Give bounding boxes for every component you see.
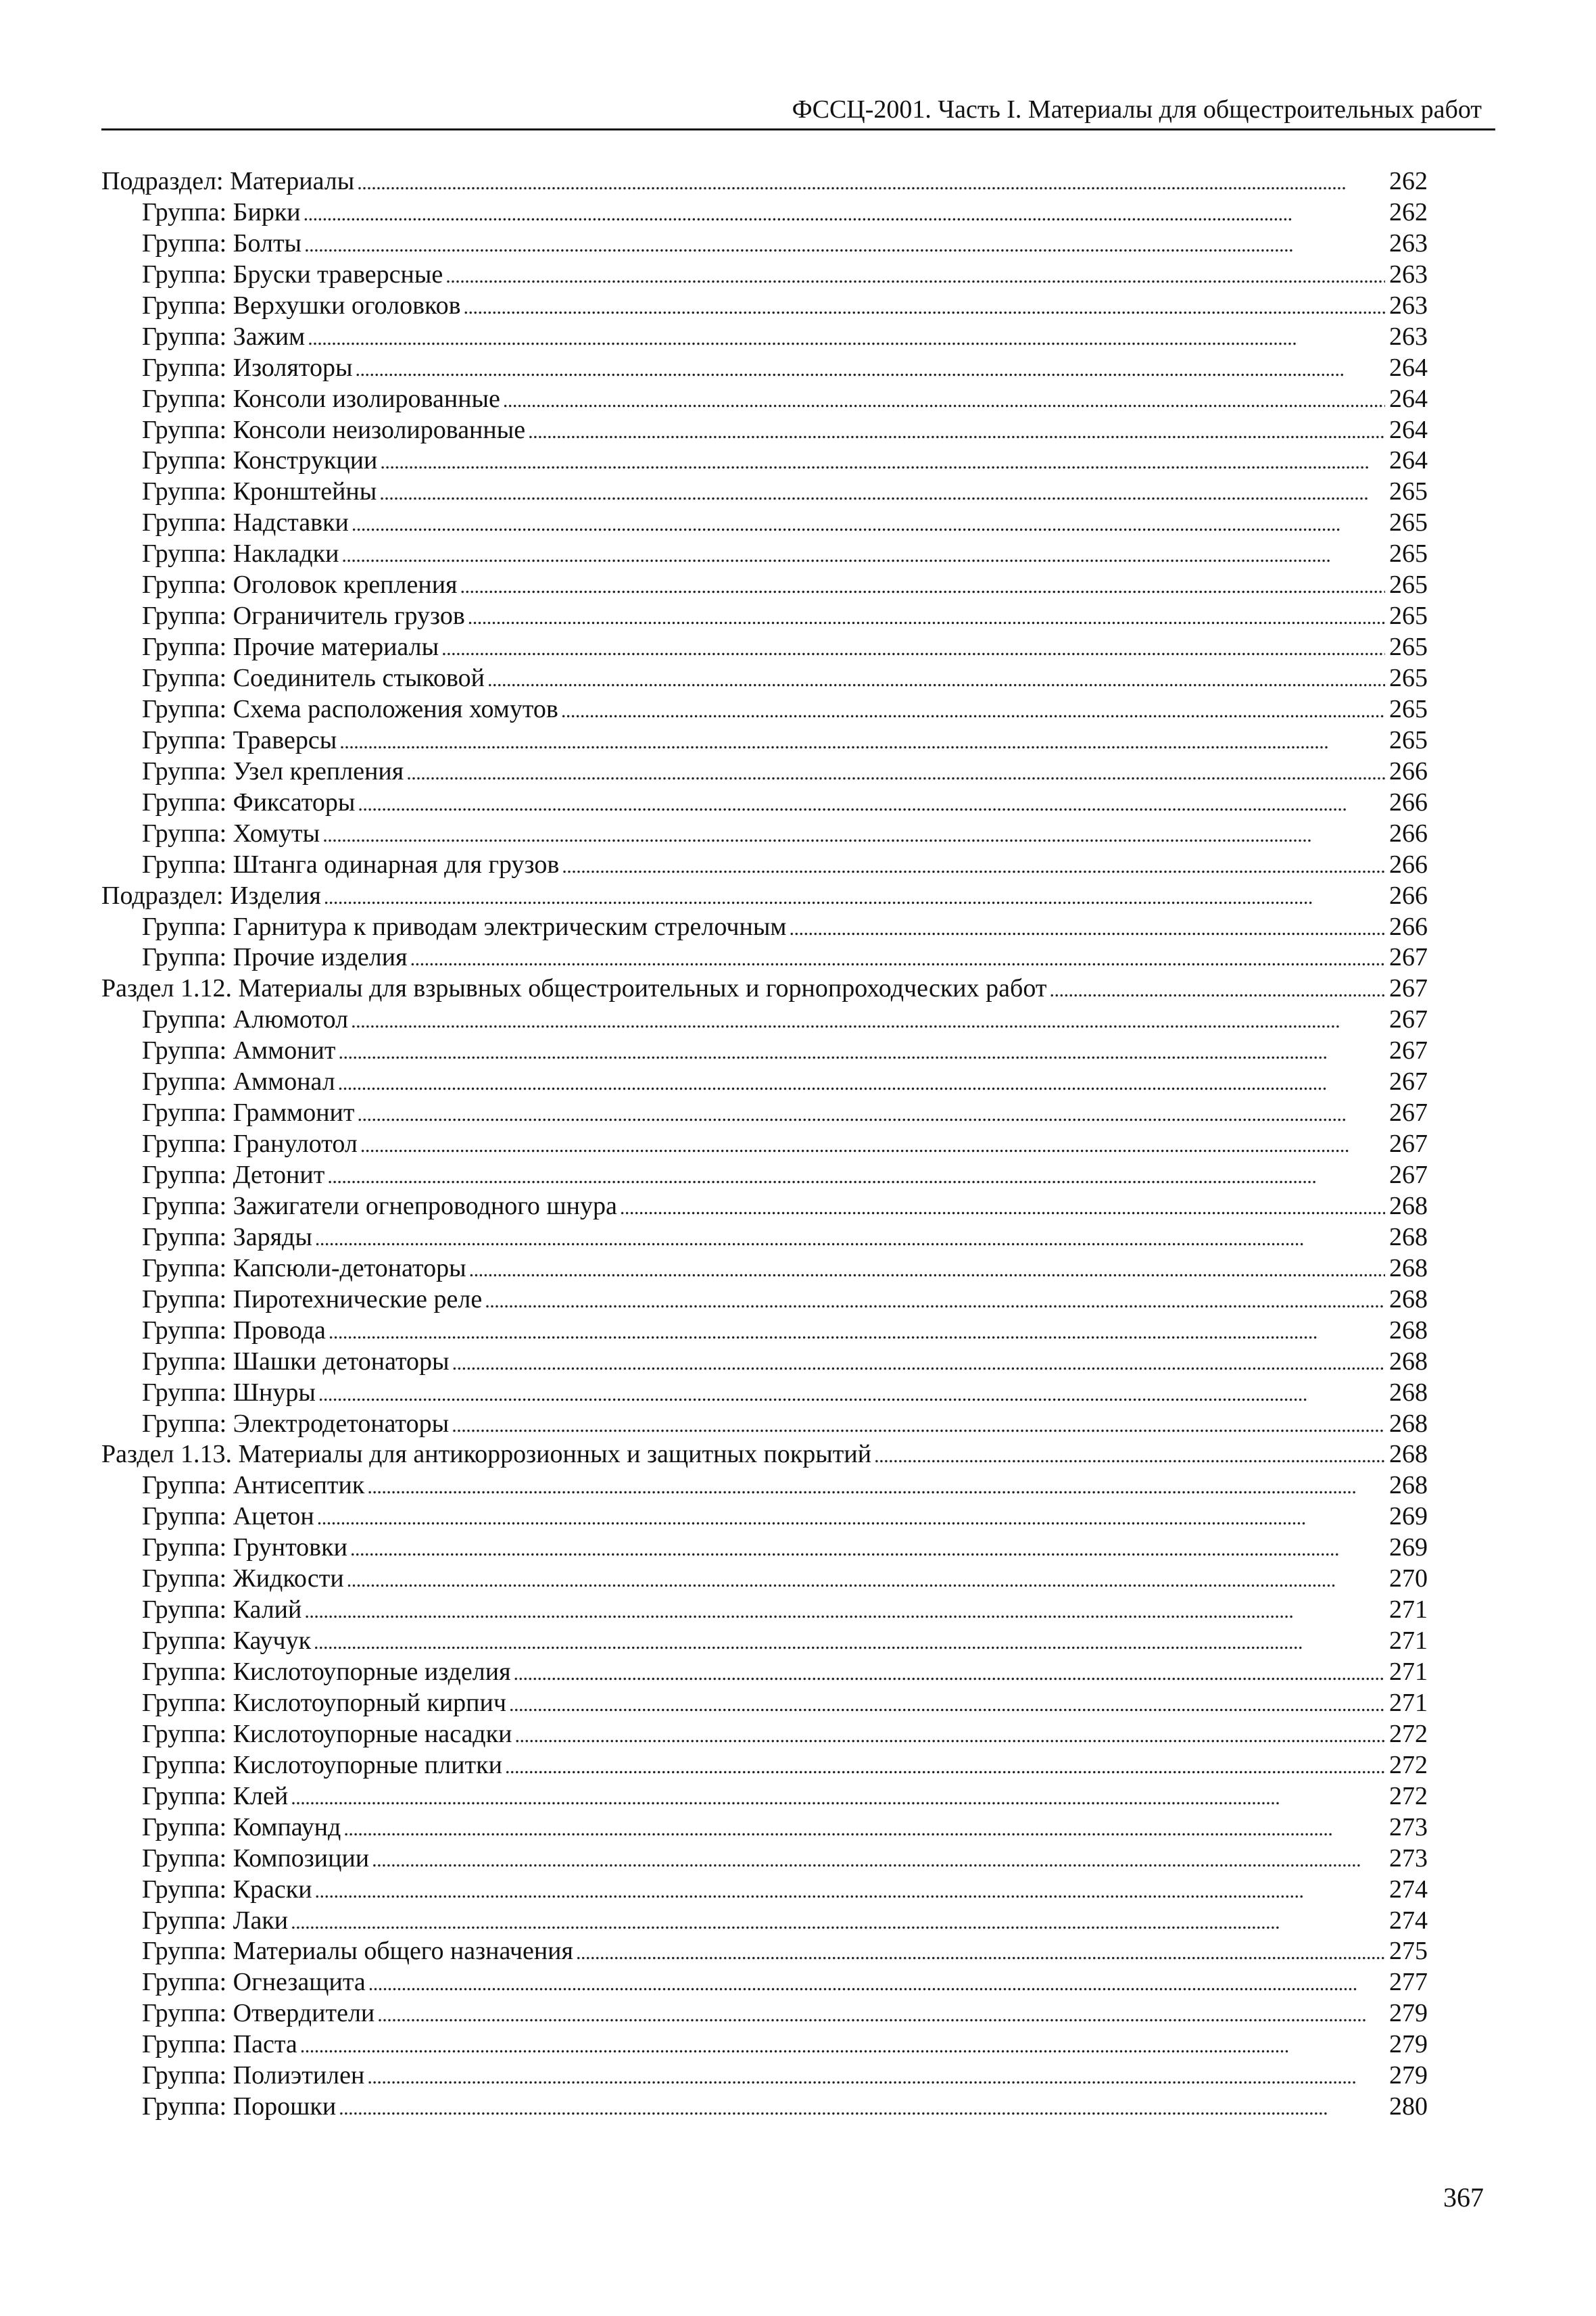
dot-leader (464, 292, 1385, 323)
toc-group-row (101, 1688, 1428, 1719)
dot-leader (357, 1099, 1385, 1130)
toc-group-row (101, 1036, 1428, 1067)
toc-entry-page: 266 (1389, 912, 1428, 941)
toc-entry-label: Группа: Провода (142, 1316, 326, 1345)
toc-entry-label: Группа: Электродетонаторы (142, 1409, 450, 1438)
toc-entry-label: Группа: Полиэтилен (142, 2061, 365, 2090)
toc-entry-page: 263 (1389, 291, 1428, 320)
dot-leader (487, 665, 1385, 696)
toc-entry-label: Группа: Кислотоупорные плитки (142, 1750, 502, 1779)
dot-leader (327, 1161, 1385, 1192)
dot-leader (367, 2062, 1385, 2093)
toc-entry-page: 269 (1389, 1533, 1428, 1562)
toc-entry-page: 263 (1389, 228, 1428, 258)
toc-entry-label: Группа: Лаки (142, 1906, 289, 1935)
toc-entry-page: 264 (1389, 353, 1428, 382)
dot-leader (322, 820, 1385, 851)
toc-entry-label: Группа: Грунтовки (142, 1533, 347, 1562)
dot-leader (452, 1410, 1385, 1441)
toc-group-row (101, 1781, 1428, 1812)
dot-leader (576, 1937, 1385, 1969)
toc-entry-label: Группа: Зажигатели огнепроводного шнура (142, 1191, 617, 1220)
dot-leader (304, 199, 1385, 230)
toc-entry-page: 266 (1389, 819, 1428, 848)
dot-leader (304, 230, 1385, 261)
toc-entry-label: Группа: Прочие материалы (142, 633, 439, 662)
dot-leader (329, 1317, 1385, 1348)
toc-group-row (101, 570, 1428, 601)
toc-entry-page: 267 (1389, 974, 1428, 1003)
toc-entry-label: Группа: Порошки (142, 2092, 337, 2121)
toc-entry-page: 266 (1389, 756, 1428, 786)
toc-entry-page: 262 (1389, 167, 1428, 195)
header-title: ФССЦ-2001. Часть I. Материалы для общестроительных работ (792, 95, 1482, 124)
toc-group-row (101, 1409, 1428, 1440)
toc-entry-page: 279 (1389, 2030, 1428, 2059)
toc-entry-page: 266 (1389, 850, 1428, 879)
dot-leader (300, 2031, 1385, 2062)
toc-entry-page: 267 (1389, 1099, 1428, 1128)
dot-leader (339, 2093, 1385, 2124)
toc-section-row (101, 166, 1428, 197)
dot-leader (343, 1814, 1385, 1845)
toc-entry-label: Группа: Конструкции (142, 446, 378, 475)
toc-entry-label: Группа: Траверсы (142, 725, 337, 754)
dot-leader (341, 540, 1385, 571)
toc-entry-page: 265 (1389, 539, 1428, 569)
toc-entry-page: 267 (1389, 1161, 1428, 1189)
dot-leader (441, 633, 1385, 665)
dot-leader (314, 1627, 1385, 1658)
toc-entry-page: 268 (1389, 1316, 1428, 1345)
toc-group-row (101, 2092, 1428, 2123)
toc-group-row (101, 1719, 1428, 1750)
toc-group-row (101, 601, 1428, 632)
toc-entry-page: 279 (1389, 2061, 1428, 2090)
dot-leader (406, 758, 1385, 789)
toc-entry-page: 267 (1389, 1005, 1428, 1034)
toc-entry-label: Группа: Консоли неизолированные (142, 415, 526, 444)
toc-group-row (101, 322, 1428, 353)
toc-group-row (101, 1843, 1428, 1875)
toc-entry-label: Группа: Антисептик (142, 1471, 365, 1500)
toc-entry-label: Группа: Материалы общего назначения (142, 1937, 573, 1966)
toc-group-row (101, 1564, 1428, 1595)
toc-entry-label: Группа: Детонит (142, 1161, 325, 1189)
dot-leader (514, 1720, 1385, 1752)
dot-leader (505, 1752, 1385, 1783)
toc-entry-page: 277 (1389, 1968, 1428, 1997)
toc-group-row (101, 1470, 1428, 1501)
dot-leader (452, 1348, 1385, 1379)
toc-group-row (101, 1098, 1428, 1129)
toc-entry-page: 271 (1389, 1688, 1428, 1717)
toc-group-row (101, 353, 1428, 384)
toc-entry-label: Группа: Верхушки оголовков (142, 291, 461, 320)
toc-group-row (101, 1936, 1428, 1967)
toc-group-row (101, 942, 1428, 973)
toc-entry-page: 268 (1389, 1284, 1428, 1313)
toc-group-row (101, 788, 1428, 819)
toc-group-row (101, 1005, 1428, 1036)
toc-entry-label: Группа: Оголовок крепления (142, 571, 458, 600)
toc-entry-label: Группа: Бруски траверсные (142, 260, 443, 289)
toc-entry-label: Раздел 1.13. Материалы для антикоррозионных и защитных покрытий (101, 1440, 872, 1469)
toc-entry-page: 271 (1389, 1626, 1428, 1656)
toc-entry-page: 264 (1389, 384, 1428, 413)
toc-section-row (101, 1439, 1428, 1470)
toc-entry-page: 266 (1389, 881, 1428, 910)
toc-entry-label: Группа: Прочие изделия (142, 943, 408, 972)
table-of-contents (101, 166, 1428, 2123)
toc-entry-page: 267 (1389, 1067, 1428, 1096)
dot-leader (291, 1783, 1385, 1814)
toc-group-row (101, 1875, 1428, 1906)
toc-entry-label: Группа: Жидкости (142, 1564, 344, 1593)
toc-group-row (101, 1316, 1428, 1347)
toc-entry-label: Группа: Компаунд (142, 1812, 341, 1841)
toc-entry-label: Группа: Штанга одинарная для грузов (142, 850, 560, 879)
toc-group-row (101, 663, 1428, 694)
toc-entry-page: 270 (1389, 1564, 1428, 1593)
toc-entry-label: Группа: Пиротехнические реле (142, 1284, 483, 1313)
dot-leader (338, 1037, 1385, 1068)
toc-group-row (101, 1998, 1428, 2029)
toc-entry-page: 272 (1389, 1781, 1428, 1810)
toc-entry-label: Группа: Краски (142, 1875, 312, 1904)
toc-entry-page: 268 (1389, 1409, 1428, 1438)
toc-group-row (101, 1533, 1428, 1564)
toc-group-row (101, 756, 1428, 788)
dot-leader (620, 1192, 1385, 1224)
toc-group-row (101, 1378, 1428, 1409)
dot-leader (379, 478, 1385, 509)
toc-entry-page: 267 (1389, 1130, 1428, 1159)
running-header (101, 93, 1495, 130)
toc-entry-label: Группа: Хомуты (142, 819, 320, 848)
toc-entry-label: Группа: Гарнитура к приводам электрическим стрелочным (142, 912, 787, 941)
toc-entry-label: Группа: Аммонал (142, 1067, 335, 1096)
toc-group-row (101, 694, 1428, 725)
toc-entry-page: 263 (1389, 322, 1428, 351)
dot-leader (304, 1596, 1385, 1627)
toc-entry-page: 274 (1389, 1875, 1428, 1904)
dot-leader (318, 1379, 1385, 1410)
dot-leader (324, 882, 1385, 913)
toc-entry-label: Группа: Фиксаторы (142, 788, 356, 817)
dot-leader (509, 1689, 1385, 1720)
toc-entry-label: Группа: Отвердители (142, 1999, 375, 2028)
toc-entry-page: 280 (1389, 2092, 1428, 2121)
dot-leader (338, 1068, 1385, 1099)
toc-section-row (101, 973, 1428, 1005)
toc-entry-page: 265 (1389, 725, 1428, 754)
toc-entry-page: 268 (1389, 1253, 1428, 1282)
dot-leader (445, 261, 1385, 292)
toc-group-row (101, 1967, 1428, 1998)
dot-leader (360, 1130, 1385, 1161)
toc-group-row (101, 445, 1428, 477)
dot-leader (468, 602, 1385, 633)
toc-entry-label: Группа: Изоляторы (142, 353, 353, 382)
dot-leader (317, 1503, 1385, 1534)
toc-entry-label: Группа: Заряды (142, 1222, 312, 1251)
toc-entry-label: Подраздел: Материалы (101, 167, 355, 195)
toc-entry-label: Группа: Кронштейны (142, 477, 377, 506)
toc-section-row (101, 881, 1428, 912)
toc-entry-page: 264 (1389, 415, 1428, 444)
toc-group-row (101, 2060, 1428, 2092)
dot-leader (377, 2000, 1385, 2031)
toc-entry-label: Группа: Калий (142, 1595, 302, 1624)
dot-leader (469, 1255, 1385, 1286)
toc-group-row (101, 539, 1428, 570)
toc-entry-label: Группа: Капсюли-детонаторы (142, 1253, 466, 1282)
toc-entry-label: Группа: Клей (142, 1781, 289, 1810)
toc-entry-label: Группа: Кислотоупорный кирпич (142, 1688, 506, 1717)
toc-entry-page: 271 (1389, 1595, 1428, 1624)
toc-entry-page: 265 (1389, 571, 1428, 600)
toc-entry-label: Группа: Кислотоупорные изделия (142, 1658, 511, 1686)
toc-entry-page: 267 (1389, 1036, 1428, 1065)
toc-entry-page: 273 (1389, 1812, 1428, 1841)
dot-leader (514, 1658, 1385, 1689)
toc-entry-label: Группа: Композиции (142, 1843, 370, 1873)
toc-entry-label: Группа: Накладки (142, 539, 339, 569)
toc-entry-label: Группа: Узел крепления (142, 756, 404, 786)
toc-entry-page: 279 (1389, 1999, 1428, 2028)
toc-group-row (101, 1595, 1428, 1626)
toc-entry-page: 265 (1389, 602, 1428, 631)
toc-group-row (101, 1906, 1428, 1937)
toc-group-row (101, 819, 1428, 850)
dot-leader (503, 385, 1385, 416)
toc-entry-label: Группа: Консоли изолированные (142, 384, 500, 413)
toc-group-row (101, 1129, 1428, 1160)
toc-entry-label: Группа: Паста (142, 2030, 297, 2059)
toc-entry-label: Группа: Огнезащита (142, 1968, 366, 1997)
toc-entry-label: Группа: Шашки детонаторы (142, 1347, 450, 1376)
toc-entry-label: Группа: Алюмотол (142, 1005, 349, 1034)
toc-entry-page: 271 (1389, 1658, 1428, 1686)
dot-leader (351, 1006, 1385, 1037)
dot-leader (315, 1876, 1385, 1907)
toc-entry-page: 268 (1389, 1471, 1428, 1500)
toc-entry-page: 268 (1389, 1347, 1428, 1376)
toc-entry-page: 265 (1389, 694, 1428, 723)
toc-group-row (101, 1657, 1428, 1688)
toc-entry-page: 266 (1389, 788, 1428, 817)
toc-group-row (101, 1222, 1428, 1253)
dot-leader (372, 1845, 1385, 1876)
toc-group-row (101, 477, 1428, 508)
toc-entry-label: Группа: Граммонит (142, 1099, 355, 1128)
toc-entry-label: Группа: Ацетон (142, 1502, 314, 1531)
toc-entry-label: Подраздел: Изделия (101, 881, 321, 910)
dot-leader (291, 1907, 1385, 1938)
toc-entry-page: 272 (1389, 1719, 1428, 1748)
toc-entry-label: Группа: Гранулотол (142, 1130, 358, 1159)
toc-entry-label: Группа: Схема расположения хомутов (142, 694, 558, 723)
toc-entry-label: Группа: Бирки (142, 197, 301, 226)
toc-group-row (101, 384, 1428, 415)
dot-leader (350, 1534, 1385, 1565)
toc-entry-page: 262 (1389, 197, 1428, 226)
toc-entry-page: 268 (1389, 1191, 1428, 1220)
toc-entry-page: 268 (1389, 1378, 1428, 1407)
toc-group-row (101, 632, 1428, 663)
toc-group-row (101, 1160, 1428, 1191)
toc-entry-page: 265 (1389, 664, 1428, 692)
toc-entry-label: Группа: Болты (142, 228, 302, 258)
dot-leader (528, 416, 1385, 448)
toc-entry-label: Группа: Соединитель стыковой (142, 664, 485, 692)
toc-entry-page: 265 (1389, 633, 1428, 662)
toc-entry-page: 265 (1389, 508, 1428, 537)
toc-group-row (101, 1253, 1428, 1284)
dot-leader (874, 1441, 1385, 1472)
toc-entry-page: 274 (1389, 1906, 1428, 1935)
toc-entry-label: Группа: Шнуры (142, 1378, 316, 1407)
toc-entry-page: 269 (1389, 1502, 1428, 1531)
toc-group-row (101, 415, 1428, 446)
dot-leader (485, 1286, 1385, 1317)
toc-entry-label: Группа: Зажим (142, 322, 306, 351)
dot-leader (380, 447, 1385, 478)
toc-entry-label: Группа: Аммонит (142, 1036, 336, 1065)
toc-entry-page: 267 (1389, 943, 1428, 972)
toc-entry-label: Группа: Кислотоупорные насадки (142, 1719, 512, 1748)
toc-group-row (101, 2029, 1428, 2060)
toc-group-row (101, 291, 1428, 322)
toc-group-row (101, 1067, 1428, 1098)
dot-leader (561, 696, 1385, 727)
toc-entry-page: 275 (1389, 1937, 1428, 1966)
dot-leader (789, 913, 1385, 944)
toc-group-row (101, 912, 1428, 943)
toc-group-row (101, 228, 1428, 260)
toc-group-row (101, 1750, 1428, 1781)
dot-leader (410, 944, 1385, 975)
toc-group-row (101, 1284, 1428, 1316)
page-number: 367 (1443, 2182, 1484, 2213)
dot-leader (308, 323, 1385, 354)
toc-group-row (101, 725, 1428, 756)
toc-entry-page: 268 (1389, 1222, 1428, 1251)
dot-leader (367, 1472, 1385, 1503)
dot-leader (347, 1565, 1385, 1596)
toc-entry-label: Группа: Ограничитель грузов (142, 602, 465, 631)
toc-group-row (101, 1626, 1428, 1657)
toc-entry-label: Группа: Каучук (142, 1626, 312, 1656)
dot-leader (315, 1224, 1385, 1255)
dot-leader (339, 727, 1385, 758)
toc-group-row (101, 1347, 1428, 1378)
toc-entry-page: 264 (1389, 446, 1428, 475)
toc-entry-label: Группа: Надставки (142, 508, 349, 537)
toc-entry-page: 263 (1389, 260, 1428, 289)
toc-group-row (101, 260, 1428, 291)
toc-entry-page: 273 (1389, 1843, 1428, 1873)
dot-leader (355, 354, 1385, 385)
toc-entry-page: 268 (1389, 1440, 1428, 1469)
dot-leader (352, 509, 1385, 540)
dot-leader (460, 571, 1385, 602)
toc-group-row (101, 197, 1428, 228)
toc-group-row (101, 1812, 1428, 1843)
dot-leader (358, 789, 1385, 820)
toc-entry-label: Раздел 1.12. Материалы для взрывных общестроительных и горнопроходческих работ (101, 974, 1047, 1003)
toc-group-row (101, 1191, 1428, 1222)
dot-leader (562, 851, 1385, 882)
dot-leader (357, 168, 1385, 199)
dot-leader (368, 1969, 1385, 2000)
dot-leader (1049, 975, 1385, 1006)
toc-entry-page: 272 (1389, 1750, 1428, 1779)
toc-group-row (101, 508, 1428, 539)
toc-group-row (101, 850, 1428, 881)
toc-entry-page: 265 (1389, 477, 1428, 506)
toc-group-row (101, 1501, 1428, 1533)
